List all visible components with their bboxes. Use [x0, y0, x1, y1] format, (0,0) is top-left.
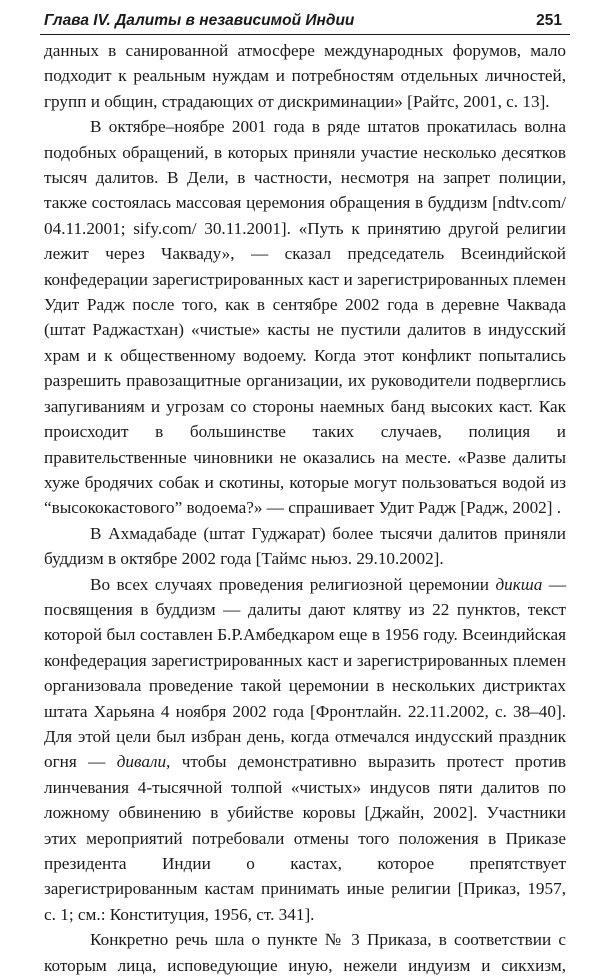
- diksha-text-middle: — посвящения в буддизм — далиты дают клятву из 22 пунктов, текст которой был составлен Б.Р.Амбедкаром еще в 1956 году. Всеиндийская конфедерация зарегистрированных каст и зарегистрированных племен организовала проведение такой церемонии в нескольких дистриктах штата Харьяна 4 ноября 2002 года [Фронтлайн. 22.11.2002, с. 38–40]. Для этой цели был избран день, когда отмечался индусский праздник огня —: [44, 574, 567, 772]
- body-text: [40, 38, 570, 978]
- paragraph-conversions-2001: В октябре–ноябре 2001 года в ряде штатов прокатилась волна подобных обращений, в которых приняли участие несколько десятков тысяч далитов. В Дели, в частности, несмотря на запрет полиции, также состоялась массовая церемония обращения в буддизм [ndtv.com/ 04.11.2001; sify.com/ 30.11.2001]. «Путь к принятию другой религии лежит через Чакваду», — сказал председатель Всеиндийской конфедерации зарегистрированных каст и зарегистрированных племен Удит Радж после того, как в сентябре 2002 года в деревне Чаквада (штат Раджастхан) «чистые» касты не пустили далитов в индусский храм и к общественному водоему. Когда этот конфликт попытались разрешить правозащитные организации, их руководители подверглись запугиваниям и угрозам со стороны наемных банд высоких каст. Как происходит в большинстве таких случаев, полиция и правительственные чиновники не оказались на месте. «Разве далиты хуже бродячих собак и скотины, которые могут пользоваться водой из “высококастового” водоема?» — спрашивает Удит Радж [Радж, 2002] .: [44, 117, 566, 518]
- paragraph-diksha-ceremony: [44, 572, 566, 928]
- chapter-title: Глава IV. Далиты в независимой Индии: [44, 12, 355, 29]
- book-page: [40, 10, 570, 978]
- term-divali: дивали,: [116, 752, 171, 772]
- running-header: [40, 10, 570, 35]
- page-number: 251: [536, 12, 562, 29]
- diksha-text-start: Во всех случаях проведения религиозной церемонии: [90, 574, 489, 594]
- term-diksha: дикша: [495, 574, 543, 594]
- diksha-text-end: чтобы демонстративно выразить протест против линчевания 4-тысячной толпой «чистых» индусов пяти далитов по ложному обвинению в убийстве коровы [Джайн, 2002]. Участники этих мероприятий потребовали отмены того положения в Приказе президента Индии о кастах, которое препятствует зарегистрированным кастам принимать иные религии [Приказ, 1957, с. 1; см.: Конституция, 1956, ст. 341].: [44, 752, 567, 924]
- paragraph-continuation: данных в санированной атмосфере международных форумов, мало подходит к реальным нуждам и потребностям отдельных личностей, групп и общин, страдающих от дискриминации» [Райтс, 2001, с. 13].: [44, 41, 566, 111]
- paragraph-ahmadabad: В Ахмадабаде (штат Гуджарат) более тысячи далитов приняли буддизм в октябре 2002 года [Таймс ньюз. 29.10.2002].: [44, 523, 566, 569]
- paragraph-order-point-3: Конкретно речь шла о пункте № 3 Приказа, в соответствии с которым лица, исповедующие иную, нежели индуизм и сикхизм,: [44, 930, 566, 975]
